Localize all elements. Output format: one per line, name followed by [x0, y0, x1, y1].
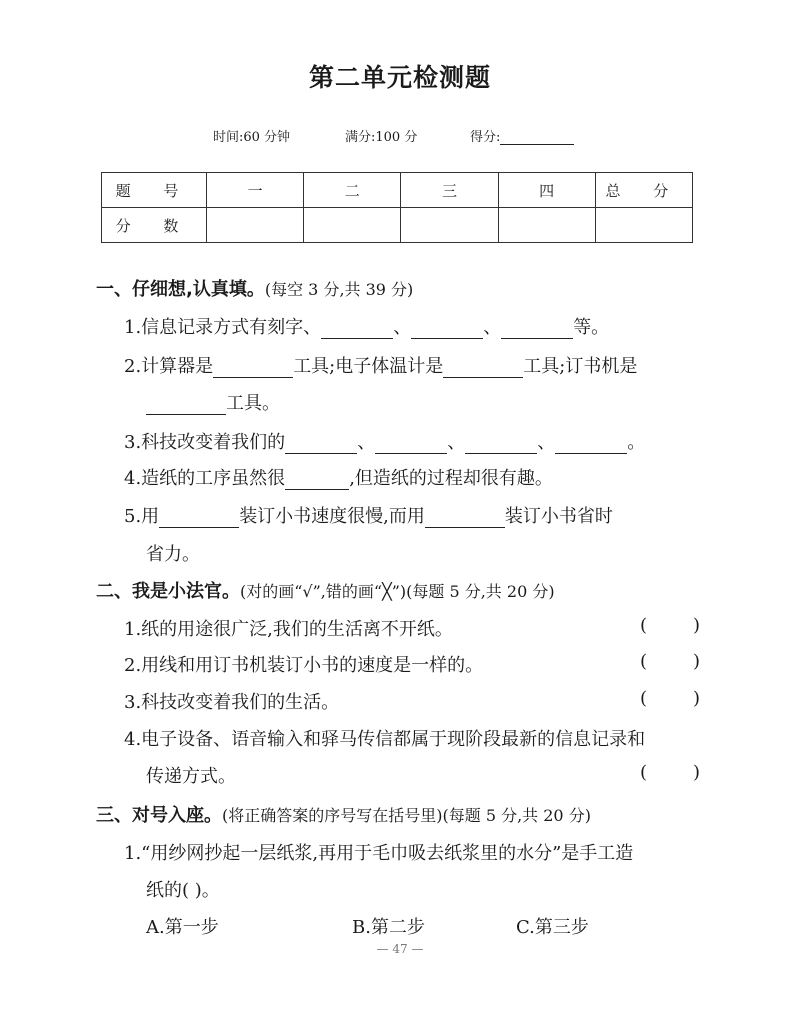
score-field[interactable] [470, 126, 574, 145]
s1-q3-blank-3[interactable] [465, 433, 537, 454]
s1-question-5-cont [146, 540, 200, 566]
score-cell-2[interactable] [304, 208, 401, 243]
s1-q1-text-a: 1.信息记录方式有刻字、 [124, 317, 322, 338]
s1-q5-blank-2[interactable] [425, 507, 505, 528]
s1-question-2 [124, 352, 637, 378]
s2-q1-answer-bracket[interactable] [640, 615, 700, 636]
full-score-label: 满分:100 分 [345, 130, 418, 145]
page-number: — 47 — [376, 942, 424, 956]
score-blank[interactable] [500, 130, 574, 145]
s1-q3-text-b: 、 [357, 432, 376, 453]
s1-q3-text-d: 、 [537, 432, 556, 453]
paren-close: ) [692, 762, 700, 783]
header-cell-2: 二 [304, 173, 401, 208]
s2-question-4-cont: 传递方式。 [146, 766, 236, 787]
paren-open: ( [640, 688, 648, 709]
paren-close: ) [692, 615, 700, 636]
section-2-note: (对的画“√”,错的画“╳”)(每题 5 分,共 20 分) [240, 582, 555, 601]
header-cell-total: 总 分 [595, 173, 692, 208]
s2-question-1: 1.纸的用途很广泛,我们的生活离不开纸。 [124, 619, 453, 640]
s1-q1-blank-2[interactable] [411, 318, 483, 339]
s1-question-2-cont [146, 389, 280, 415]
s1-q2-blank-2[interactable] [443, 357, 523, 378]
score-cell-total[interactable] [595, 208, 692, 243]
section-1-heading [96, 275, 413, 301]
s1-question-5 [124, 502, 613, 528]
score-table-header-row [102, 173, 693, 208]
s3-question-1-cont: 纸的( )。 [146, 880, 220, 901]
page-title: 第二单元检测题 [308, 63, 491, 92]
s2-q3-answer-bracket[interactable] [640, 688, 700, 709]
score-cell-4[interactable] [498, 208, 595, 243]
time-label: 时间:60 分钟 [213, 130, 291, 145]
s3-q1-option-a[interactable]: A.第一步 [146, 917, 219, 938]
s1-q5-blank-1[interactable] [159, 507, 239, 528]
s2-question-2: 2.用线和用订书机装订小书的速度是一样的。 [124, 655, 484, 676]
s1-q1-text-c: 、 [483, 317, 502, 338]
header-cell-3: 三 [401, 173, 498, 208]
s1-q5-text-d: 省力。 [146, 544, 200, 565]
section-2-title: 二、我是小法官。 [96, 581, 240, 602]
s1-question-4 [124, 464, 553, 490]
s2-question-3: 3.科技改变着我们的生活。 [124, 692, 340, 713]
paren-close: ) [692, 688, 700, 709]
s2-question-4: 4.电子设备、语音输入和驿马传信都属于现阶段最新的信息记录和 [124, 729, 646, 750]
paren-open: ( [640, 651, 648, 672]
s1-q5-text-a: 5.用 [124, 506, 160, 527]
s1-q1-text-d: 等。 [573, 317, 610, 338]
s1-q3-text-e: 。 [627, 432, 646, 453]
s1-q1-blank-3[interactable] [501, 318, 573, 339]
section-1-title: 一、仔细想,认真填。 [96, 279, 265, 300]
section-3-heading [96, 801, 591, 827]
s1-q4-blank-1[interactable] [285, 469, 349, 490]
s2-q4-answer-bracket[interactable] [640, 762, 700, 783]
s1-q4-text-a: 4.造纸的工序虽然很 [124, 468, 286, 489]
s1-q5-text-c: 装订小书省时 [504, 506, 613, 527]
score-cell-1[interactable] [207, 208, 304, 243]
score-table-score-row [102, 208, 693, 243]
s1-q3-text-a: 3.科技改变着我们的 [124, 432, 286, 453]
s1-q5-text-b: 装订小书速度很慢,而用 [239, 506, 425, 527]
s1-q4-text-b: ,但造纸的过程却很有趣。 [349, 468, 553, 489]
score-label: 得分: [470, 130, 501, 145]
section-1-note: (每空 3 分,共 39 分) [264, 280, 414, 299]
s3-question-1: 1.“用纱网抄起一层纸浆,再用于毛巾吸去纸浆里的水分”是手工造 [124, 843, 634, 864]
s1-question-3 [124, 428, 645, 454]
row-label-score: 分 数 [102, 208, 207, 243]
header-cell-number: 题 号 [102, 173, 207, 208]
s1-q2-text-c: 工具;订书机是 [523, 356, 638, 377]
section-3-note: (将正确答案的序号写在括号里)(每题 5 分,共 20 分) [222, 806, 591, 825]
s1-q1-blank-1[interactable] [321, 318, 393, 339]
s1-q3-blank-4[interactable] [555, 433, 627, 454]
paren-open: ( [640, 615, 648, 636]
paren-close: ) [692, 651, 700, 672]
score-cell-3[interactable] [401, 208, 498, 243]
s1-q1-text-b: 、 [393, 317, 412, 338]
s1-q2-text-b: 工具;电子体温计是 [293, 356, 444, 377]
s1-q3-blank-2[interactable] [375, 433, 447, 454]
section-2-heading [96, 577, 555, 603]
paren-open: ( [640, 762, 648, 783]
header-cell-4: 四 [498, 173, 595, 208]
s1-q2-text-d: 工具。 [226, 393, 280, 414]
header-cell-1: 一 [207, 173, 304, 208]
s1-q2-blank-1[interactable] [213, 357, 293, 378]
s1-question-1 [124, 313, 609, 339]
s3-q1-option-b[interactable]: B.第二步 [352, 917, 425, 938]
s1-q3-blank-1[interactable] [285, 433, 357, 454]
score-table [101, 172, 693, 243]
s2-q2-answer-bracket[interactable] [640, 651, 700, 672]
s3-q1-option-c[interactable]: C.第三步 [516, 917, 589, 938]
section-3-title: 三、对号入座。 [96, 805, 222, 826]
s1-q2-blank-3[interactable] [146, 394, 226, 415]
s1-q2-text-a: 2.计算器是 [124, 356, 214, 377]
s1-q3-text-c: 、 [447, 432, 466, 453]
